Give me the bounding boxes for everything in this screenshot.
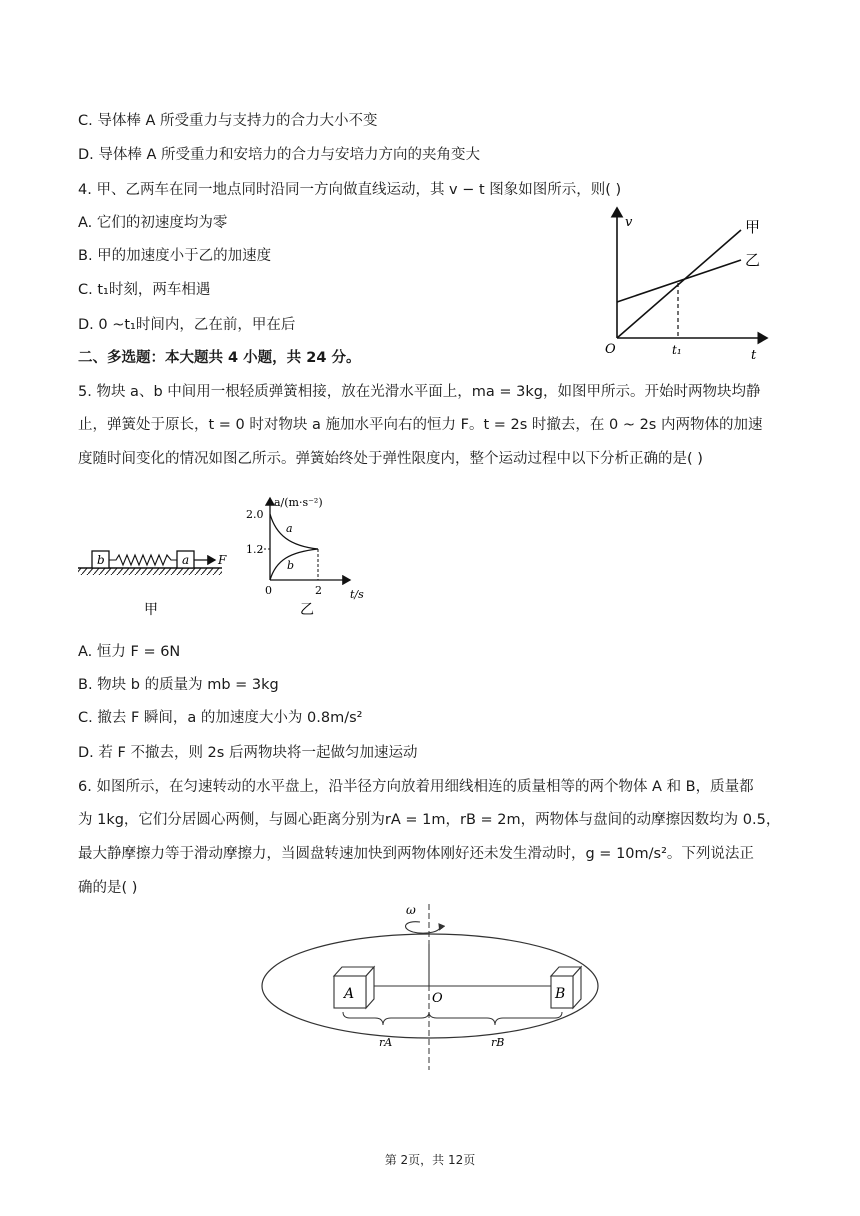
- rotation-arrow: [406, 922, 441, 933]
- brace-rB: [429, 1012, 562, 1025]
- question-5-line3: 度随时间变化的情况如图乙所示。弹簧始终处于弹性限度内，整个运动过程中以下分析正确的是( ): [78, 451, 703, 467]
- curve-a: [270, 514, 318, 549]
- center-label: O: [432, 991, 443, 1006]
- force-label: F: [218, 553, 227, 567]
- block-b-label: b: [97, 553, 105, 567]
- tick-1-2: 1.2: [246, 543, 264, 556]
- option-3c: C. 导体棒 A 所受重力与支持力的合力大小不变: [78, 113, 378, 129]
- option-4d: D. 0 ~t₁时间内，乙在前，甲在后: [78, 317, 296, 333]
- spring: [109, 555, 177, 565]
- question-6-line2: 为 1kg，它们分居圆心两侧，与圆心距离分别为rA = 1m，rB = 2m，两物体与盘间的动摩擦因数均为 0.5，: [78, 812, 781, 828]
- question-6-line1: 6. 如图所示，在匀速转动的水平盘上，沿半径方向放着用细线相连的质量相等的两个物体 A 和 B，质量都: [78, 779, 754, 795]
- section-heading: 二、多选题：本大题共 4 小题，共 24 分。: [78, 350, 361, 366]
- question-6-line4: 确的是( ): [78, 880, 138, 896]
- curve-b-label: b: [287, 559, 295, 572]
- option-3d: D. 导体棒 A 所受重力和安培力的合力与安培力方向的夹角变大: [78, 147, 481, 163]
- omega-label: ω: [406, 903, 416, 917]
- line-yi: [617, 260, 741, 302]
- block-A-label: A: [344, 986, 355, 1002]
- option-4b: B. 甲的加速度小于乙的加速度: [78, 248, 272, 264]
- spring-block-figure: [70, 490, 370, 622]
- tick-2: 2: [315, 584, 322, 597]
- curve-a-label: a: [286, 522, 293, 535]
- vt-graph-figure: [595, 200, 775, 365]
- t-axis-label: t: [751, 348, 757, 363]
- v-axis-label: v: [625, 215, 633, 230]
- t1-label: t₁: [672, 343, 682, 357]
- block-a-label: a: [182, 553, 190, 567]
- caption-yi: 乙: [300, 602, 314, 618]
- option-5b: B. 物块 b 的质量为 mb = 3kg: [78, 677, 279, 693]
- block-B-label: B: [555, 986, 566, 1002]
- question-4: 4. 甲、乙两车在同一地点同时沿同一方向做直线运动，其 v − t 图象如图所示，则( ): [78, 182, 622, 198]
- jia-label: 甲: [745, 218, 761, 236]
- question-6-line3: 最大静摩擦力等于滑动摩擦力，当圆盘转速加快到两物体刚好还未发生滑动时，g = 10m/s²。下列说法正: [78, 846, 754, 862]
- time-axis-label: t/s: [350, 588, 364, 601]
- option-5a: A. 恒力 F = 6N: [78, 644, 181, 660]
- caption-jia: 甲: [144, 602, 158, 618]
- page-footer: 第 2页，共 12页: [384, 1153, 476, 1167]
- question-5-line1: 5. 物块 a、b 中间用一根轻质弹簧相接，放在光滑水平面上，ma = 3kg，如图甲所示。开始时两物块均静: [78, 384, 761, 400]
- option-5d: D. 若 F 不撤去，则 2s 后两物块将一起做匀加速运动: [78, 745, 418, 761]
- option-4a: A. 它们的初速度均为零: [78, 215, 228, 231]
- rA-label: rA: [379, 1036, 393, 1049]
- option-5c: C. 撤去 F 瞬间，a 的加速度大小为 0.8m/s²: [78, 710, 363, 726]
- a-axis-label: a/(m·s⁻²): [274, 496, 323, 509]
- brace-rA: [343, 1012, 429, 1025]
- yi-label: 乙: [745, 251, 761, 269]
- tick-2-0: 2.0: [246, 508, 264, 521]
- ground-hatch: [78, 568, 222, 575]
- rotating-disk-figure: [255, 900, 605, 1072]
- origin-label: O: [605, 342, 616, 357]
- question-5-line2: 止，弹簧处于原长，t = 0 时对物块 a 施加水平向右的恒力 F。t = 2s 时撤去，在 0 ~ 2s 内两物体的加速: [78, 417, 763, 433]
- option-4c: C. t₁时刻，两车相遇: [78, 282, 211, 298]
- rB-label: rB: [491, 1036, 505, 1049]
- line-jia: [617, 230, 741, 338]
- tick-0: 0: [265, 584, 272, 597]
